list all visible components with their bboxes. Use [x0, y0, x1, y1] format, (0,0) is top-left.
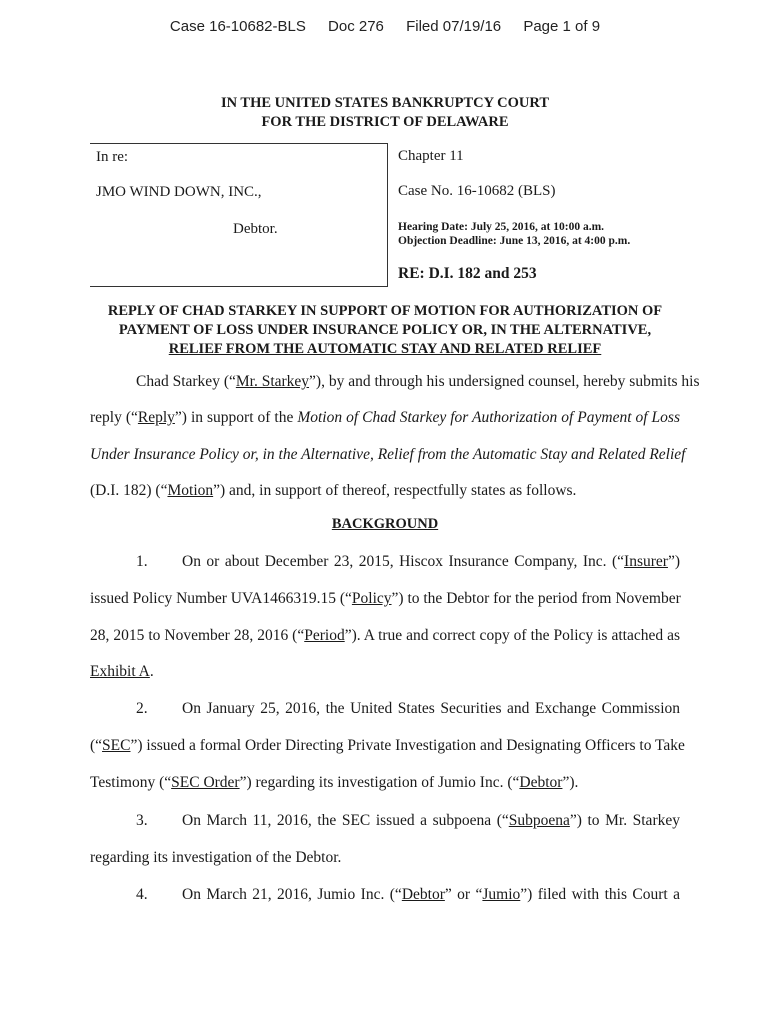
- text: ”) filed with this Court a: [520, 886, 681, 903]
- text: Chad Starkey (“: [136, 373, 236, 390]
- defined-term: Subpoena: [508, 812, 570, 829]
- text: ”) to the Debtor for the period from November: [391, 590, 681, 607]
- title-line-3-text: RELIEF FROM THE AUTOMATIC STAY AND RELATED RELIEF: [168, 341, 602, 357]
- text: On March 21, 2016, Jumio Inc. (“: [182, 886, 402, 903]
- defined-term: Period: [304, 627, 345, 644]
- para-1-line-1: [90, 553, 680, 571]
- doc-number: Doc 276: [328, 18, 384, 35]
- para-number: 2.: [136, 700, 148, 717]
- defined-term: Debtor: [519, 774, 563, 791]
- defined-term: Motion: [167, 482, 214, 499]
- motion-title: Motion of Chad Starkey for Authorization of Payment of Loss: [297, 409, 680, 426]
- para-number: 4.: [136, 886, 148, 903]
- defined-term: SEC: [102, 737, 131, 754]
- defined-term: Jumio: [482, 886, 521, 903]
- title-line-1: REPLY OF CHAD STARKEY IN SUPPORT OF MOTION FOR AUTHORIZATION OF: [107, 303, 663, 319]
- para-2-line-3: [90, 774, 680, 792]
- text: ”) issued a formal Order Directing Private Investigation and Designating Officers to Take: [130, 737, 685, 754]
- text: ” or “: [444, 886, 483, 903]
- text: (“: [90, 737, 103, 754]
- para-1-line-3: [90, 627, 680, 645]
- page-number: Page 1 of 9: [523, 18, 601, 35]
- text: 28, 2015 to November 28, 2016 (“: [90, 627, 305, 644]
- court-line-1: IN THE UNITED STATES BANKRUPTCY COURT: [220, 95, 550, 111]
- text: issued Policy Number UVA1466319.15 (“: [90, 590, 352, 607]
- para-1-line-2: [90, 590, 680, 608]
- document-title: [70, 302, 700, 359]
- para-1-line-4: [90, 663, 680, 681]
- exhibit-reference: Exhibit A: [90, 663, 150, 680]
- text: ”) regarding its investigation of Jumio Inc. (“: [239, 774, 520, 791]
- intro-line-4: [90, 482, 680, 500]
- text: reply (“: [90, 409, 138, 426]
- defined-term: Policy: [351, 590, 392, 607]
- debtor-label: Debtor.: [233, 221, 278, 237]
- debtor-name: JMO WIND DOWN, INC.,: [96, 184, 262, 200]
- defined-term: Mr. Starkey: [235, 373, 310, 390]
- intro-line-1: [90, 373, 700, 391]
- defined-term: Debtor: [401, 886, 445, 903]
- text: ”) to Mr. Starkey: [569, 812, 680, 829]
- text: ”). A true and correct copy of the Policy is attached as: [344, 627, 680, 644]
- para-3-line-1: [90, 812, 680, 830]
- para-2-line-2: [90, 737, 685, 755]
- para-number: 3.: [136, 812, 148, 829]
- in-re-label: In re:: [96, 149, 129, 165]
- background-heading: BACKGROUND: [331, 516, 439, 532]
- text: ”).: [562, 774, 579, 791]
- filing-header: [0, 18, 770, 35]
- text: ”), by and through his undersigned counsel, hereby submits his: [309, 373, 700, 390]
- text: On March 11, 2016, the SEC issued a subpoena (“: [182, 812, 509, 829]
- caption-left-box: [90, 143, 388, 287]
- text: ”) in support of the: [174, 409, 298, 426]
- text: .: [149, 663, 154, 680]
- filed-date: Filed 07/19/16: [406, 18, 502, 35]
- caption-right-box: [398, 143, 688, 286]
- para-number: 1.: [136, 553, 148, 570]
- defined-term: SEC Order: [171, 774, 240, 791]
- intro-line-3: Under Insurance Policy or, in the Alternative, Relief from the Automatic Stay and Related Relief: [90, 446, 686, 463]
- objection-deadline: Objection Deadline: June 13, 2016, at 4:00 p.m.: [398, 235, 631, 247]
- defined-term: Reply: [137, 409, 175, 426]
- intro-line-2: [90, 409, 680, 427]
- text: Testimony (“: [90, 774, 172, 791]
- title-line-2: PAYMENT OF LOSS UNDER INSURANCE POLICY OR, IN THE ALTERNATIVE,: [118, 322, 652, 338]
- text: On January 25, 2016, the United States Securities and Exchange Commission: [182, 700, 680, 717]
- case-caption: [90, 143, 680, 286]
- re-docket: RE: D.I. 182 and 253: [398, 265, 537, 282]
- court-line-2: FOR THE DISTRICT OF DELAWARE: [261, 114, 509, 130]
- court-heading: [0, 94, 770, 132]
- text: ”): [667, 553, 680, 570]
- case-number: Case 16-10682-BLS: [169, 18, 306, 35]
- text: On or about December 23, 2015, Hiscox Insurance Company, Inc. (“: [182, 553, 625, 570]
- chapter: Chapter 11: [398, 148, 464, 164]
- text: ”) and, in support of thereof, respectfully states as follows.: [213, 482, 577, 499]
- case-no: Case No. 16-10682 (BLS): [398, 183, 556, 199]
- para-4-line-1: [90, 886, 680, 904]
- defined-term: Insurer: [624, 553, 668, 570]
- title-line-3: [70, 340, 700, 359]
- hearing-date: Hearing Date: July 25, 2016, at 10:00 a.m.: [398, 221, 605, 233]
- text: (D.I. 182) (“: [90, 482, 168, 499]
- para-2-line-1: [90, 700, 680, 718]
- para-3-line-2: regarding its investigation of the Debtor.: [90, 849, 342, 866]
